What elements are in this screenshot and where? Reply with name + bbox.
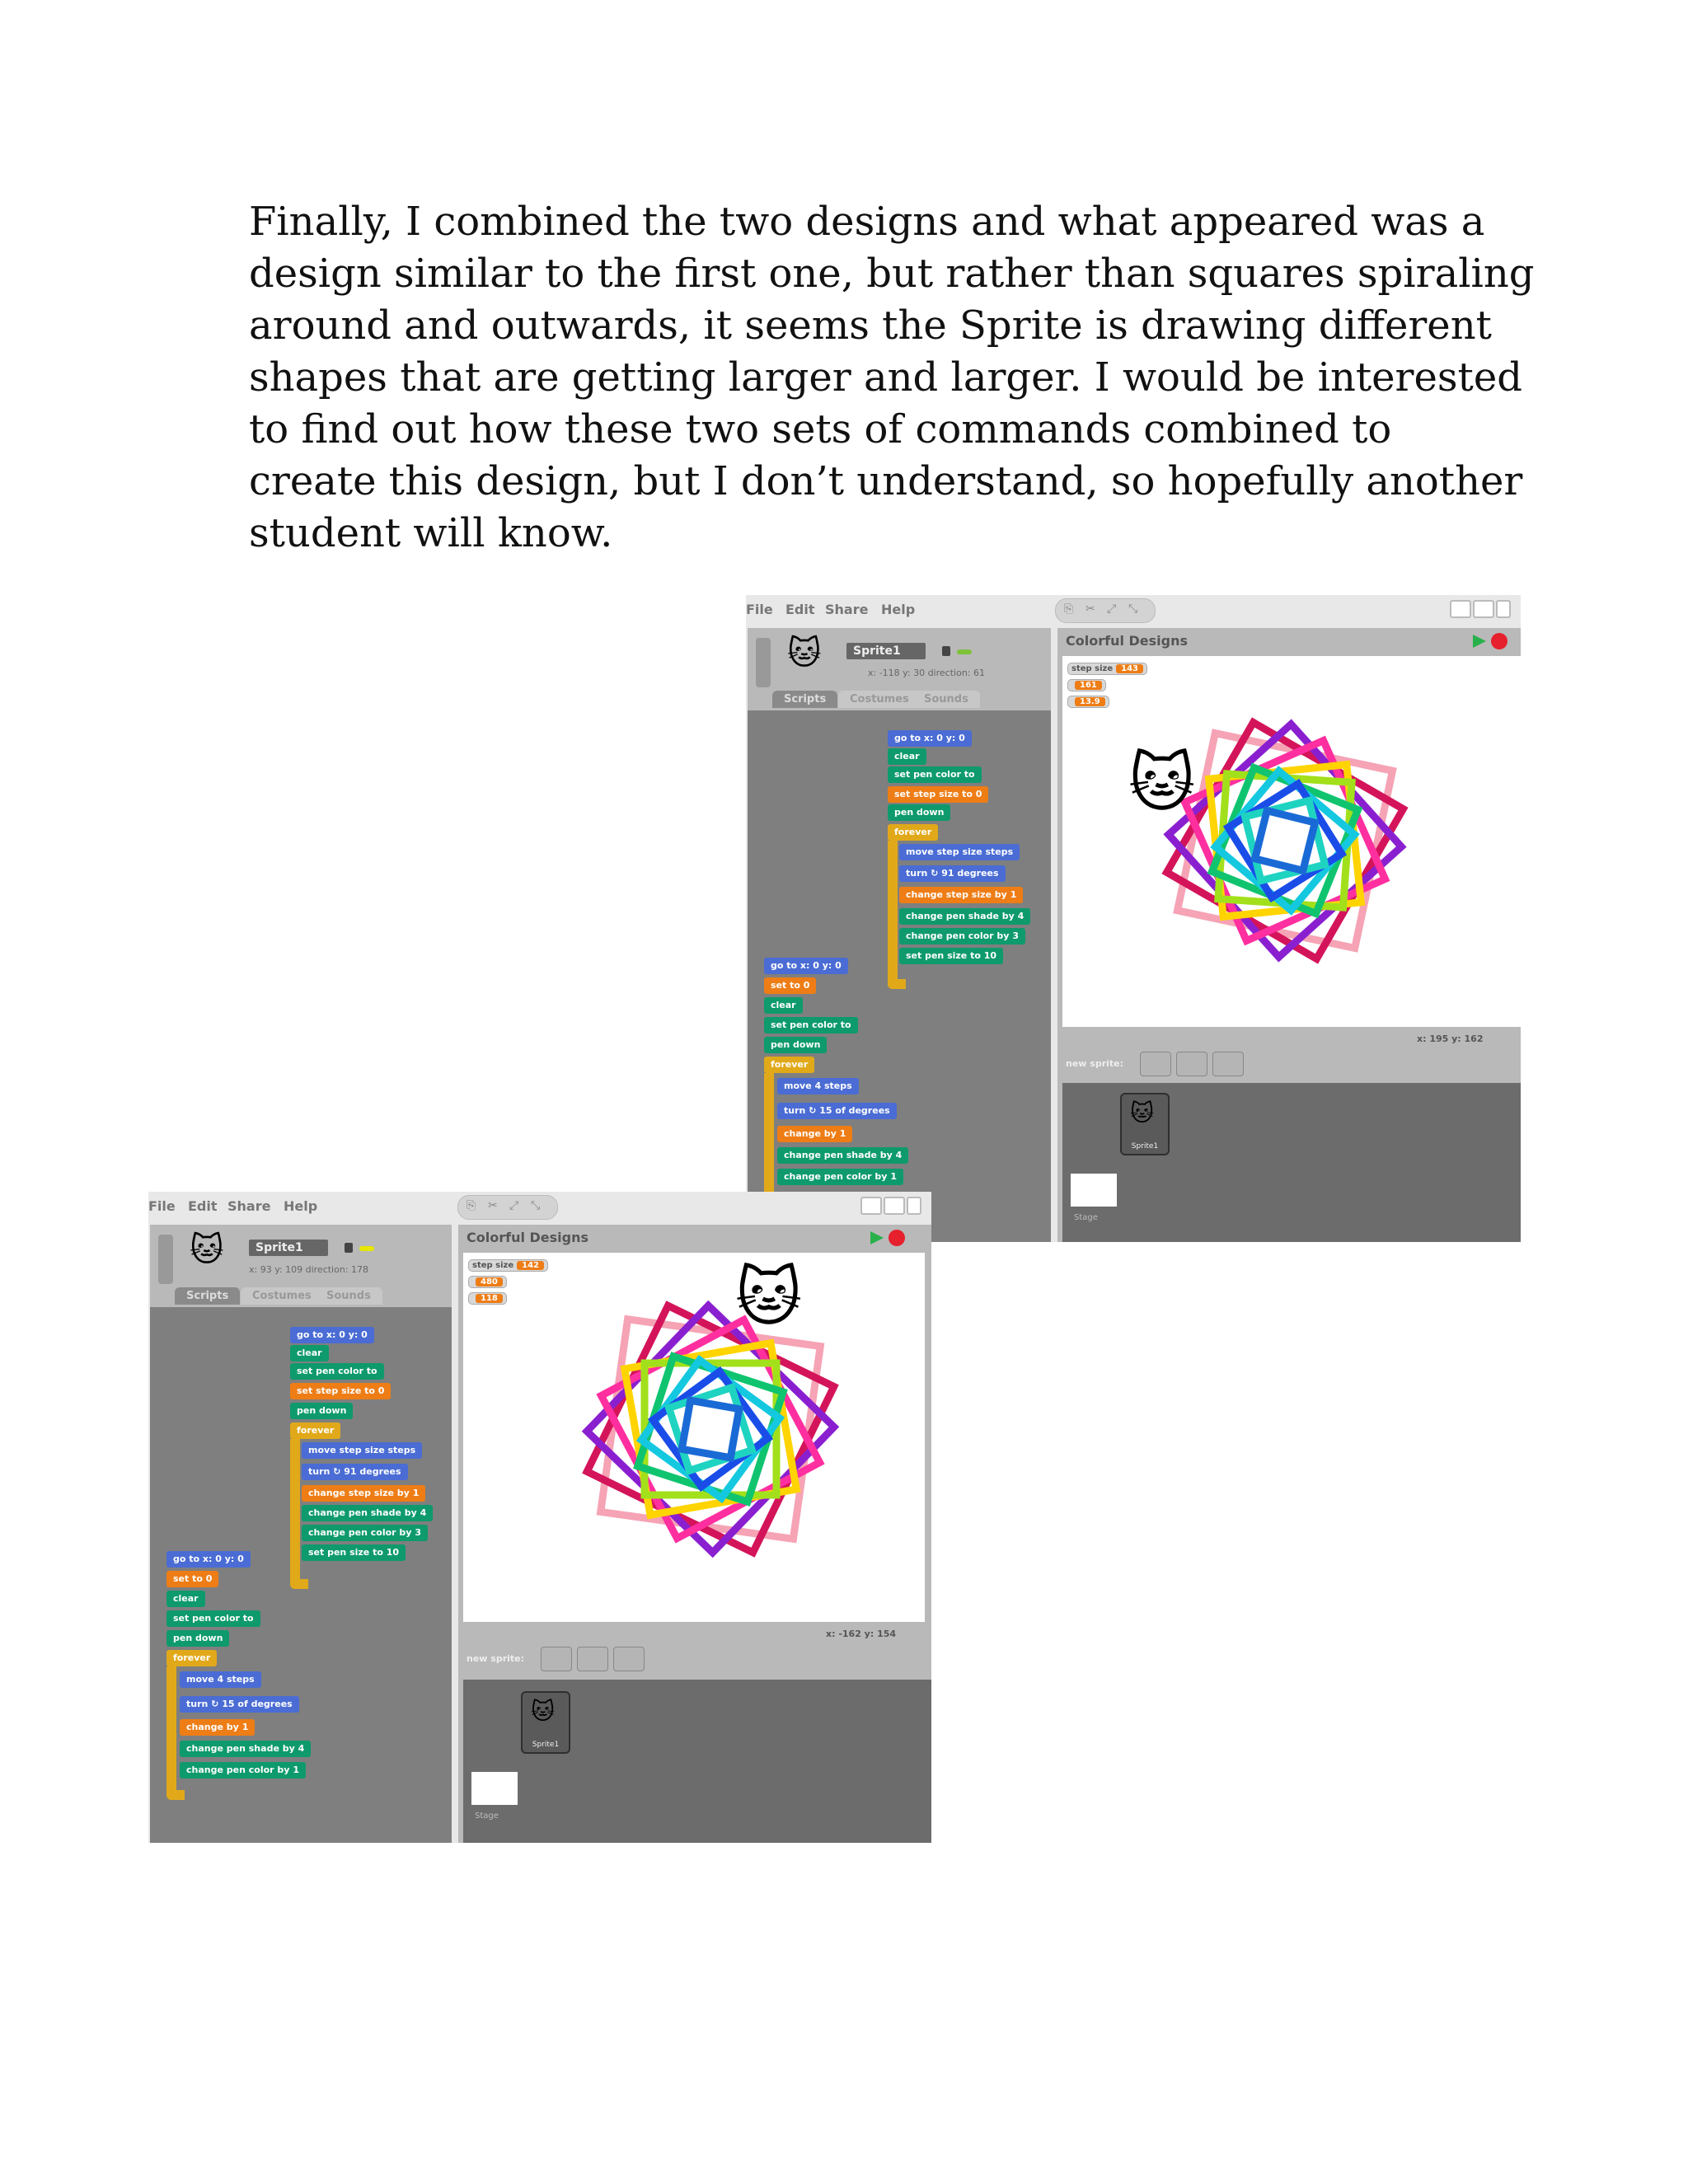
tab-costumes[interactable]: Costumes	[241, 1287, 323, 1305]
block-go-to[interactable]: go to x: 0 y: 0	[888, 730, 972, 747]
sprite-position-readout: x: 93 y: 109 direction: 178	[249, 1264, 369, 1275]
variable-monitor[interactable]: 118	[468, 1292, 507, 1305]
surprise-sprite-button[interactable]	[1212, 1052, 1244, 1076]
normal-stage-icon[interactable]	[884, 1197, 905, 1215]
paragraph-line: student will know.	[249, 510, 613, 556]
pen-color-indicator	[359, 1246, 374, 1251]
sprite-panel	[150, 1225, 452, 1843]
lock-icon[interactable]	[345, 1243, 353, 1253]
surprise-sprite-button[interactable]	[613, 1647, 645, 1671]
block-move[interactable]: move step size steps	[302, 1442, 422, 1459]
block-move[interactable]: move 4 steps	[180, 1671, 261, 1688]
small-stage-icon[interactable]	[1450, 600, 1471, 618]
block-set-pen-color[interactable]: set pen color to	[764, 1017, 858, 1033]
choose-sprite-button[interactable]	[1176, 1052, 1207, 1076]
block-clear[interactable]: clear	[764, 997, 803, 1014]
block-turn[interactable]: turn ↻ 15 of degrees	[180, 1696, 299, 1713]
block-change-pen-color[interactable]: change pen color by 3	[302, 1525, 428, 1541]
scratch-screenshot-top	[746, 595, 1521, 1242]
block-set-pen-color[interactable]: set pen color to	[166, 1610, 260, 1627]
stage-canvas[interactable]	[1062, 656, 1521, 1027]
block-set-pen-color[interactable]: set pen color to	[888, 766, 982, 783]
block-move[interactable]: move 4 steps	[777, 1078, 859, 1094]
block-pen-down[interactable]: pen down	[764, 1037, 827, 1053]
sprite-list	[463, 1680, 931, 1843]
block-turn[interactable]: turn ↻ 91 degrees	[899, 865, 1006, 882]
green-flag-icon[interactable]	[870, 1231, 884, 1244]
menu-help[interactable]: Help	[284, 1198, 318, 1214]
project-title: Colorful Designs	[1066, 633, 1189, 649]
cat-sprite-icon: 🐱	[531, 1698, 556, 1725]
cat-sprite-icon: 🐱	[1130, 1099, 1155, 1127]
tab-costumes[interactable]: Costumes	[838, 691, 921, 708]
paragraph-line: shapes that are getting larger and larger. I would be interested	[249, 354, 1522, 401]
small-stage-icon[interactable]	[860, 1197, 882, 1215]
menu-file[interactable]: File	[148, 1198, 176, 1214]
block-move[interactable]: move step size steps	[899, 844, 1020, 860]
sprite-tools	[1055, 598, 1156, 623]
stage-thumbnail[interactable]	[1071, 1174, 1117, 1207]
scripts-area[interactable]	[748, 710, 1051, 1242]
paragraph-line: around and outwards, it seems the Sprite is drawing different	[249, 302, 1492, 349]
block-go-to[interactable]: go to x: 0 y: 0	[764, 958, 848, 974]
tab-sounds[interactable]: Sounds	[315, 1287, 382, 1305]
mouse-coordinates: x: -162 y: 154	[826, 1629, 897, 1639]
cat-sprite-icon[interactable]: 🐱	[1128, 747, 1196, 821]
delete-icon[interactable]: ✂	[488, 1199, 498, 1212]
block-change-var[interactable]: change step size by 1	[302, 1485, 425, 1502]
block-set-var[interactable]: set to 0	[166, 1571, 218, 1587]
block-turn[interactable]: turn ↻ 15 of degrees	[777, 1103, 897, 1119]
block-clear[interactable]: clear	[166, 1591, 205, 1607]
spiral-drawing	[463, 1253, 925, 1622]
block-forever[interactable]: forever	[290, 1422, 340, 1439]
block-change-pen-shade[interactable]: change pen shade by 4	[899, 908, 1030, 925]
variable-monitor[interactable]: step size 142	[468, 1259, 548, 1272]
cat-sprite-icon[interactable]: 🐱	[735, 1261, 803, 1335]
grow-icon[interactable]: ⤢	[1107, 602, 1117, 616]
paragraph-line: create this design, but I don’t understand, so hopefully another	[249, 458, 1523, 504]
menu-share[interactable]: Share	[825, 602, 869, 617]
block-set-var[interactable]: set to 0	[764, 977, 816, 994]
block-change-var[interactable]: change by 1	[180, 1719, 255, 1736]
paragraph-line: Finally, I combined the two designs and what appeared was a	[249, 199, 1485, 245]
shrink-icon[interactable]: ⤡	[531, 1199, 541, 1212]
menu-file[interactable]: File	[746, 602, 773, 617]
tab-scripts[interactable]: Scripts	[772, 691, 837, 708]
block-change-pen-shade[interactable]: change pen shade by 4	[180, 1741, 311, 1757]
stop-icon[interactable]	[889, 1230, 905, 1246]
stage-canvas[interactable]	[463, 1253, 925, 1622]
sprite-name-field[interactable]: Sprite1	[846, 643, 926, 659]
block-set-pen-size[interactable]: set pen size to 10	[302, 1544, 406, 1561]
rotation-style-buttons[interactable]	[756, 638, 771, 687]
sprite-tile[interactable]	[1120, 1093, 1170, 1155]
menu-bar	[746, 595, 1521, 626]
pen-color-indicator	[957, 649, 972, 654]
block-pen-down[interactable]: pen down	[888, 804, 950, 821]
variable-monitor[interactable]: step size 143	[1067, 663, 1147, 675]
spiral-drawing	[1062, 656, 1521, 1027]
choose-sprite-button[interactable]	[577, 1647, 608, 1671]
stage-label: Stage	[475, 1811, 499, 1821]
menu-edit[interactable]: Edit	[785, 602, 815, 617]
duplicate-icon[interactable]: ⎘	[1064, 602, 1074, 616]
block-turn[interactable]: turn ↻ 91 degrees	[302, 1464, 408, 1480]
normal-stage-icon[interactable]	[1473, 600, 1494, 618]
delete-icon[interactable]: ✂	[1085, 602, 1095, 616]
variable-monitor[interactable]: 480	[468, 1276, 507, 1288]
presentation-icon[interactable]	[907, 1197, 921, 1215]
block-forever[interactable]: forever	[764, 1057, 814, 1073]
block-pen-down[interactable]: pen down	[290, 1403, 353, 1419]
paint-sprite-button[interactable]	[541, 1647, 572, 1671]
variable-monitor[interactable]: 13.9	[1067, 696, 1109, 708]
block-change-pen-color[interactable]: change pen color by 3	[899, 928, 1025, 944]
new-sprite-label: new sprite:	[1066, 1058, 1124, 1069]
block-set-var[interactable]: set step size to 0	[290, 1383, 391, 1399]
new-sprite-label: new sprite:	[467, 1653, 525, 1664]
scripts-area[interactable]	[150, 1307, 452, 1843]
menu-help[interactable]: Help	[881, 602, 916, 617]
block-change-pen-color[interactable]: change pen color by 1	[777, 1169, 903, 1185]
paint-sprite-button[interactable]	[1140, 1052, 1171, 1076]
stage-panel	[1057, 628, 1521, 1242]
sprite-name-field[interactable]: Sprite1	[249, 1240, 328, 1256]
green-flag-icon[interactable]	[1473, 635, 1486, 648]
scratch-screenshot-bottom	[148, 1192, 931, 1843]
body-paragraph	[249, 196, 1535, 560]
block-go-to[interactable]: go to x: 0 y: 0	[290, 1327, 374, 1343]
stage-label: Stage	[1074, 1213, 1098, 1222]
sprite-position-readout: x: -118 y: 30 direction: 61	[868, 668, 985, 678]
menu-edit[interactable]: Edit	[188, 1198, 218, 1214]
tab-sounds[interactable]: Sounds	[912, 691, 980, 708]
block-change-pen-shade[interactable]: change pen shade by 4	[777, 1147, 908, 1164]
stage-panel	[458, 1225, 931, 1843]
variable-monitor[interactable]: 161	[1067, 679, 1106, 691]
block-set-pen-size[interactable]: set pen size to 10	[899, 948, 1003, 964]
rotation-style-buttons[interactable]	[158, 1235, 173, 1284]
sprite-header	[150, 1225, 452, 1307]
sprite-header	[748, 628, 1051, 710]
block-change-var[interactable]: change step size by 1	[899, 887, 1023, 903]
grow-icon[interactable]: ⤢	[509, 1199, 519, 1212]
block-pen-down[interactable]: pen down	[166, 1630, 229, 1647]
block-forever[interactable]: forever	[166, 1650, 217, 1666]
block-change-var[interactable]: change by 1	[777, 1126, 852, 1142]
paragraph-line: design similar to the first one, but rather than squares spiraling	[249, 251, 1535, 297]
block-go-to[interactable]: go to x: 0 y: 0	[166, 1551, 251, 1568]
block-set-var[interactable]: set step size to 0	[888, 786, 988, 803]
block-clear[interactable]: clear	[290, 1345, 329, 1361]
presentation-icon[interactable]	[1496, 600, 1511, 618]
menu-share[interactable]: Share	[227, 1198, 271, 1214]
stage-thumbnail[interactable]	[471, 1772, 518, 1805]
sprite-list	[1062, 1083, 1521, 1242]
block-change-pen-color[interactable]: change pen color by 1	[180, 1762, 306, 1779]
sprite-panel	[748, 628, 1051, 1242]
paragraph-line: to find out how these two sets of commands combined to	[249, 406, 1392, 452]
block-forever[interactable]: forever	[888, 824, 938, 841]
sprite-tile-label: Sprite1	[532, 1741, 560, 1749]
block-clear[interactable]: clear	[888, 748, 926, 765]
block-change-pen-shade[interactable]: change pen shade by 4	[302, 1505, 433, 1521]
menu-bar	[148, 1192, 931, 1223]
tab-scripts[interactable]: Scripts	[175, 1287, 240, 1305]
project-title: Colorful Designs	[467, 1230, 589, 1245]
stop-icon[interactable]	[1491, 633, 1507, 649]
lock-icon[interactable]	[942, 646, 950, 656]
sprite-tile[interactable]	[521, 1691, 570, 1754]
block-set-pen-color[interactable]: set pen color to	[290, 1363, 384, 1380]
cat-sprite-icon: 🐱	[787, 635, 822, 673]
shrink-icon[interactable]: ⤡	[1128, 602, 1138, 616]
sprite-tools	[457, 1195, 558, 1220]
sprite-tile-label: Sprite1	[1131, 1142, 1159, 1151]
mouse-coordinates: x: 195 y: 162	[1417, 1033, 1484, 1044]
duplicate-icon[interactable]: ⎘	[467, 1199, 476, 1212]
cat-sprite-icon: 🐱	[190, 1231, 224, 1269]
